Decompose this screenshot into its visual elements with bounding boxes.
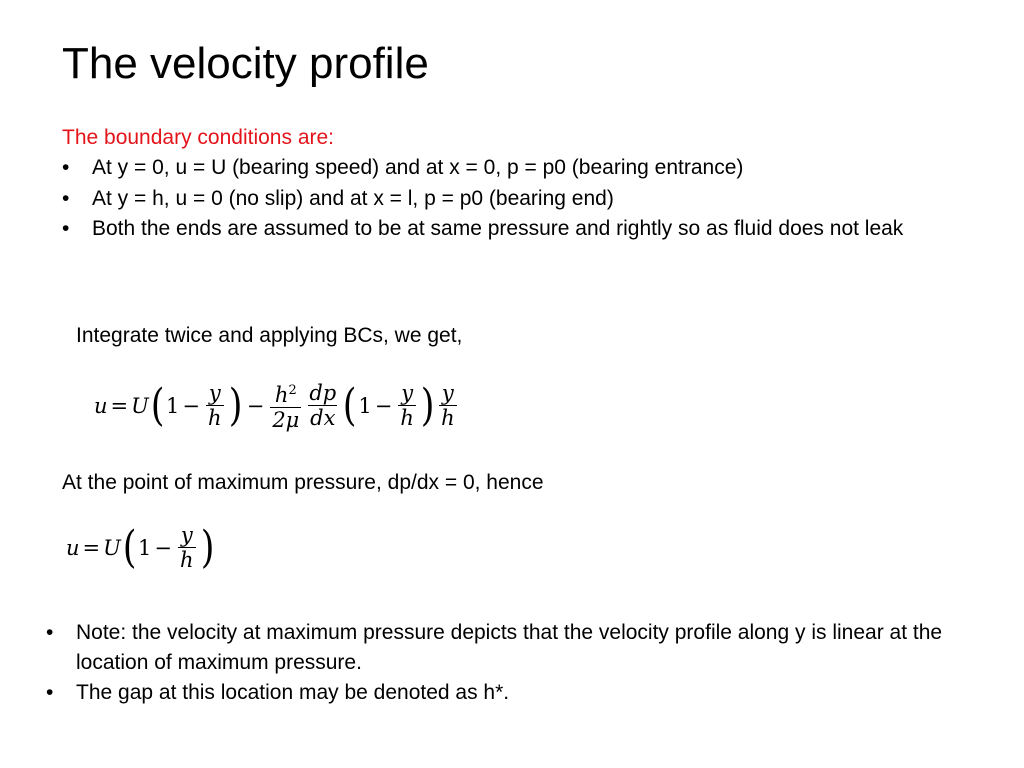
notes-list (46, 618, 976, 708)
eq1-fraction-dp-over-dx (307, 382, 338, 429)
eq1-frac-den: 2μ (272, 408, 300, 432)
eq1-h2-exponent: 2 (288, 383, 297, 398)
eq2-left-paren: ( (122, 521, 137, 573)
boundary-condition-item (62, 214, 970, 245)
boundary-condition-item (62, 153, 970, 184)
eq1-frac-num: y (401, 381, 414, 405)
eq1-h2-base: h (274, 383, 289, 407)
eq2-frac-den: h (180, 548, 194, 572)
eq1-frac-num: y (441, 381, 454, 405)
note-text: Note: the velocity at maximum pressure depicts that the velocity profile along y is linear at the location of maximum pressure. (76, 621, 943, 674)
boundary-condition-text: At y = 0, u = U (bearing speed) and at x = 0, p = p0 (bearing entrance) (92, 156, 744, 179)
eq2-minus: − (154, 535, 172, 560)
eq1-frac-den: dx (310, 406, 336, 430)
velocity-equation-general (94, 380, 460, 431)
integration-text: Integrate twice and applying BCs, we get, (76, 324, 463, 347)
eq1-frac-den: h (441, 406, 455, 430)
eq1-fraction-y-over-h (206, 382, 224, 429)
slide-title: The velocity profile (62, 39, 429, 88)
eq1-left-paren: ( (342, 379, 357, 431)
eq2-right-paren: ) (200, 521, 214, 573)
eq2-frac-num: y (180, 523, 193, 547)
eq1-frac-num: dp (309, 381, 337, 405)
eq1-fraction-y-over-h (398, 382, 416, 429)
bullet-icon: • (62, 186, 70, 210)
velocity-equation-max-pressure (66, 521, 216, 573)
note-item (46, 678, 976, 708)
eq1-lhs: u (94, 393, 108, 418)
eq1-frac-num: y (208, 381, 221, 405)
eq2-one: 1 (138, 535, 152, 560)
eq1-left-paren: ( (150, 379, 165, 431)
eq1-one-b: 1 (358, 393, 372, 418)
eq2-lhs: u (66, 535, 80, 560)
eq1-right-paren: ) (228, 379, 242, 431)
bullet-icon: • (62, 217, 70, 240)
eq2-U: U (103, 535, 121, 560)
eq2-equals: = (82, 535, 101, 560)
eq1-right-paren: ) (420, 379, 435, 431)
eq1-frac-den: h (208, 406, 222, 430)
eq1-minus-c: − (374, 393, 393, 418)
boundary-condition-item (62, 184, 970, 215)
bullet-icon: • (46, 621, 54, 644)
eq1-minus-a: − (182, 393, 200, 418)
note-item (46, 618, 976, 678)
note-text: The gap at this location may be denoted as h*. (76, 681, 510, 704)
bullet-icon: • (62, 156, 70, 179)
bullet-icon: • (46, 681, 54, 704)
max-pressure-text: At the point of maximum pressure, dp/dx = 0, hence (62, 471, 544, 494)
eq1-fraction-y-over-h (439, 382, 457, 429)
eq1-equals: = (110, 393, 129, 418)
boundary-conditions-heading: The boundary conditions are: (62, 126, 335, 149)
eq1-frac-den: h (400, 406, 414, 430)
eq1-U: U (131, 393, 149, 418)
boundary-condition-text: At y = h, u = 0 (no slip) and at x = l, p = p0 (bearing end) (92, 186, 614, 210)
eq2-fraction-y-over-h (178, 524, 196, 571)
eq1-minus-b: − (246, 393, 265, 418)
eq1-frac-num (273, 380, 299, 407)
eq1-fraction-h2-over-2mu (270, 380, 301, 431)
boundary-condition-text: Both the ends are assumed to be at same pressure and rightly so as fluid does not leak (92, 217, 904, 240)
boundary-conditions-list (62, 153, 970, 245)
eq1-one-a: 1 (166, 393, 180, 418)
